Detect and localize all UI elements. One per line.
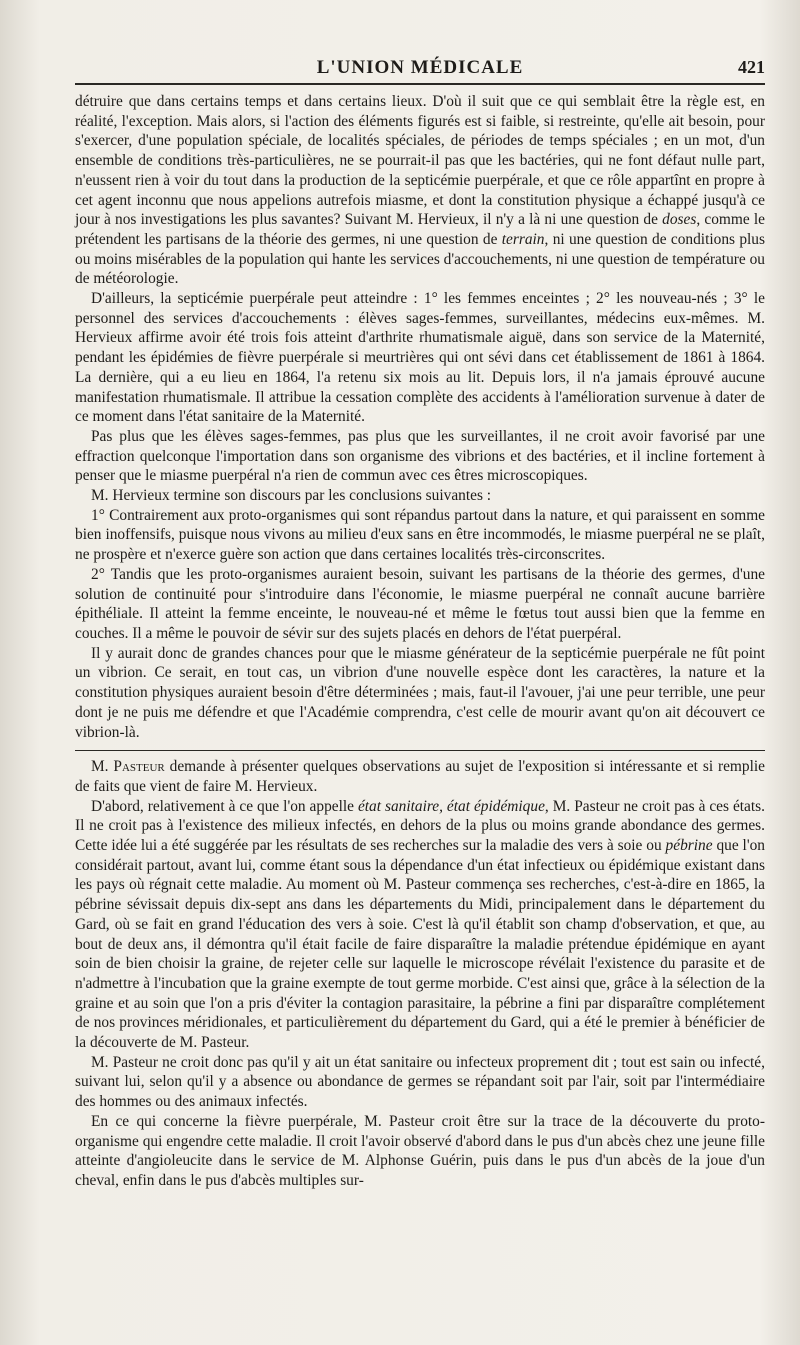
paragraph-p10 — [75, 1053, 765, 1112]
text-run: M. Pasteur ne croit donc pas qu'il y ait un état sanitaire ou infecteux proprement dit ; tout est sain ou infecté, suivant lui, selon qu'il y a absence ou abondance de germes se répandant soit par l'air, soit par l'intermédiaire des hommes ou des animaux infectés. — [75, 1053, 765, 1111]
text-run: , M. Pasteur ne croit pas à ces états. Il ne croit pas à l'existence des milieux infectés, en dehors de la plus ou moins grande abondance des germes. Cette idée lui a été suggérée par les résultats de ses recherches sur la maladie des vers à soie ou — [75, 797, 766, 855]
text-run: M. Hervieux termine son discours par les conclusions suivantes : — [91, 487, 492, 505]
text-run: détruire que dans certains temps et dans certains lieux. D'où il suit que ce qui semblait être la règle est, en réalité, l'exception. Mais alors, si l'action des éléments figurés est si faible, si restreinte, qu'elle ait besoin, pour s'exercer, d'une population spéciale, de localités spéciales, de périodes de temps spéciales ; en un mot, d'un ensemble de conditions très-particulières, ne se pourrait-il pas que les bactéries, qui ne font défaut nulle part, n'eussent rien à voir du tout dans la production de la septicémie puerpérale, et que ce rôle appartînt en propre à cet agent inconnu que nous appelions autrefois miasme, et dont la constitution physique a échappé jusqu'à ce jour à nos investigations les plus savantes? Suivant M. Hervieux, il n'y a là ni une question de — [75, 93, 765, 229]
text-run: D'ailleurs, la septicémie puerpérale peut atteindre : 1° les femmes enceintes ; 2° les nouveau-nés ; 3° le personnel des services d'accouchements : élèves sages-femmes, surveillantes, médecins eux-mêmes. M. Hervieux affirme avoir été trois fois atteint d'arthrite rhumatismale aiguë, dans son service de la Maternité, pendant les épidémies de fièvre puerpérale si meurtrières qui ont sévi dans cet établissement de 1861 à 1864. La dernière, qui a eu lieu en 1864, l'a retenu six mois au lit. Depuis lors, il n'a jamais éprouvé aucune manifestation rhumatismale. Il attribue la cessation complète des accidents à l'amélioration survenue à dater de ce moment dans l'état sanitaire de la Maternité. — [75, 290, 765, 426]
small-caps-name: Pasteur — [113, 758, 165, 776]
paragraph-p7 — [75, 644, 765, 743]
paragraph-p8 — [75, 757, 765, 796]
paragraph-p11 — [75, 1112, 765, 1191]
paragraph-p1 — [75, 92, 765, 289]
italic-text: terrain — [501, 230, 545, 248]
page-header — [75, 55, 765, 85]
paragraph-p2 — [75, 289, 765, 427]
paragraph-p5 — [75, 506, 765, 565]
italic-text: doses — [662, 211, 697, 229]
paragraph-p9 — [75, 797, 765, 1053]
text-run: D'abord, relativement à ce que l'on appelle — [91, 797, 358, 815]
paragraph-p4 — [75, 486, 765, 506]
text-run: , comme le prétendent les partisans de la théorie des germes, ni une question de — [75, 211, 765, 248]
article-body — [75, 92, 765, 1191]
section-rule — [75, 750, 765, 751]
text-run: En ce qui concerne la fièvre puerpérale, M. Pasteur croit être sur la trace de la découverte du proto-organisme qui engendre cette maladie. Il croit l'avoir observé d'abord dans le pus d'un abcès chez une jeune fille atteinte d'angioleucite dans le service de M. Alphonse Guérin, puis dans le pus d'un abcès de la joue d'un cheval, enfin dans le pus d'abcès multiples sur- — [75, 1112, 765, 1189]
paragraph-p3 — [75, 427, 765, 486]
running-title: L'UNION MÉDICALE — [316, 57, 524, 78]
text-run: M. — [91, 758, 114, 776]
paragraph-p6 — [75, 565, 765, 644]
italic-text: état sanitaire, état épidémique — [357, 797, 545, 815]
text-run: demande à présenter quelques observations au sujet de l'exposition si intéressante et si remplie de faits que vient de faire M. Hervieux. — [75, 758, 765, 795]
italic-text: pébrine — [665, 837, 713, 855]
text-run: Il y aurait donc de grandes chances pour que le miasme générateur de la septicémie puerpérale ne fût point un vibrion. Ce serait, en tout cas, un vibrion d'une nouvelle espèce dont les caractères, la nature et la constitution physiques auraient besoin d'être déterminées ; mais, faut-il l'avouer, j'ai une peur terrible, une peur dont je ne puis me défendre et que l'Académie comprendra, c'est celle de mourir avant qu'on ait découvert ce vibrion-là. — [75, 644, 765, 741]
text-run: 1° Contrairement aux proto-organismes qui sont répandus partout dans la nature, et qui paraissent en somme bien inoffensifs, puisque nous vivons au milieu d'eux sans en être incommodés, le miasme puerpéral ne se plaît, ne prospère et n'exerce guère son action que dans certaines localités très-circonscrites. — [75, 506, 765, 564]
text-run: , ni une question de conditions plus ou moins misérables de la population qui hante les services d'accouchements, ni une question de température ou de météorologie. — [75, 230, 765, 288]
text-run: que l'on considérait partout, avant lui, comme étant sous la dépendance d'un état infectieux ou épidémique existant dans les pays où régnait cette maladie. Au moment où M. Pasteur commença ses recherches, c'est-à-dire en 1865, la pébrine sévissait depuis dix-sept ans dans les départements du Midi, principalement dans le département du Gard, où se fait en grand l'éducation des vers à soie. C'est là qu'il établit son champ d'observation, et que, au bout de deux ans, il démontra qu'il était facile de faire disparaître la maladie prétendue épidémique en ayant soin de bien choisir la graine, de rejeter celle sur laquelle le microscope révélait l'existence du parasite et de n'admettre à l'incubation que la graine exempte de tout germe morbide. C'est ainsi que, grâce à la sélection de la graine et au soin que l'on a pris d'éviter la contagion parasitaire, la pébrine a fini par disparaître complétement de nos provinces méridionales, et particulièrement du département du Gard, qui a été le premier à bénéficier de la découverte de M. Pasteur. — [75, 837, 765, 1052]
text-run: Pas plus que les élèves sages-femmes, pas plus que les surveillantes, il ne croit avoir favorisé par une effraction quelconque l'importation dans son organisme des vibrions et des bactéries, et il incline fortement à penser que le miasme puerpéral n'a rien de commun avec ces êtres microscopiques. — [75, 427, 765, 485]
text-run: 2° Tandis que les proto-organismes auraient besoin, suivant les partisans de la théorie des germes, d'une solution de continuité pour s'introduire dans l'économie, le miasme puerpéral ne connaît aucune barrière épithéliale. Il atteint la femme enceinte, le nouveau-né et même le fœtus tout aussi bien que la femme en couches. Il a même le pouvoir de sévir sur des sujets placés en dehors de l'état puerpéral. — [75, 565, 765, 642]
page-number: 421 — [738, 57, 765, 77]
